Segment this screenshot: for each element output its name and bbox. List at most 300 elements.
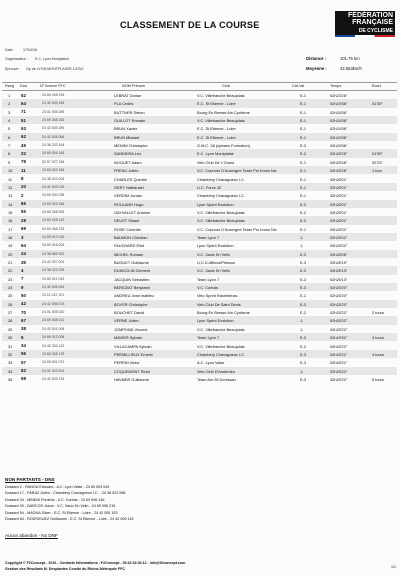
cell-ecart: 4 tours [372, 351, 384, 357]
cell-dos: 71 [21, 109, 26, 115]
cell-temps: 02h23'26" [330, 93, 348, 98]
cell-temps: 02h25'20" [330, 285, 348, 291]
cell-nom: GAYVALLET Antoine [114, 209, 151, 215]
cell-nom: VERNE Julien [114, 318, 139, 324]
col-header-dos: Dos. [20, 84, 28, 88]
organisateur-label: Organisateur : [5, 57, 28, 61]
cell-club: Bourg En Bresse Ain Cyclisme [197, 109, 250, 115]
cell-club: A.C. Lyon Vaise [197, 360, 225, 366]
cell-licence: 24 42 334 122 [42, 343, 65, 348]
cell-licence: 24 69 248 152 [42, 118, 65, 123]
non-partant-line: Dossard 54 - MAGNA Silver - E.C. St Etienne - Loire - 24 42 005 193 [5, 510, 118, 515]
cell-rang: 7 [8, 143, 11, 149]
table-row [2, 208, 397, 216]
cell-nom: LEBRAT Dorian [114, 93, 142, 98]
cell-licence: 24 69 001 071 [42, 360, 65, 365]
table-row [2, 266, 397, 274]
date-label: Date : [5, 48, 15, 52]
cell-nom: GERY Nathanael [114, 184, 144, 190]
distance-label: Distance : [306, 56, 327, 61]
cell-club: Team Lyon 7 [197, 234, 220, 240]
cell-nom: BAUMON Christian [114, 234, 148, 240]
cell-rang: 33 [8, 360, 13, 366]
cell-rang: 3 [8, 109, 11, 115]
table-row [2, 283, 397, 291]
cell-cat: E-1 [300, 93, 307, 98]
non-partant-line: Dossard 39 - DARCOS Josue - V.C. Vaulx En Velin - 24 69 096 215 [5, 504, 116, 509]
cell-licence: 24 38 022 004 [42, 176, 65, 181]
cell-temps: 02h25'02" [330, 234, 348, 240]
cell-dos: 24 [21, 251, 26, 257]
moyenne-label: Moyenne : [306, 66, 327, 71]
logo-line-1: FÉDÉRATION [348, 12, 393, 19]
cell-rang: 22 [8, 268, 13, 274]
cell-nom: ANDREU Jean mattieu [114, 293, 154, 299]
cell-dos: 8 [21, 176, 24, 182]
non-partants-title: NON PARTANTS - DNS [5, 477, 55, 482]
footer-copyright: Copyright © F2Concept - 2016 - Contacts Informations : F2Concept - 06.62.32.06.12 - info@f2concept.com [5, 561, 186, 565]
table-row [2, 158, 397, 166]
table-row [2, 166, 397, 174]
table-row [2, 108, 397, 116]
cell-licence: 24 42 003 015 [42, 184, 65, 189]
col-header-temps: Temps [330, 84, 342, 88]
cell-club: V.C. Vaulx En Velin [197, 251, 231, 257]
cell-rang: 21 [8, 260, 13, 265]
cell-rang: 15 [8, 209, 13, 215]
cell-temps: 02h24'56" [330, 143, 348, 149]
cell-temps: 02h25'22" [330, 326, 348, 332]
cell-temps: 02h25'48" [330, 159, 348, 165]
cell-temps: 02h24'56" [330, 118, 348, 124]
cell-licence: 32 57 027 154 [42, 159, 65, 164]
cell-rang: 31 [8, 343, 13, 349]
table-row [2, 149, 397, 157]
cell-cat: J- [300, 318, 304, 324]
cell-temps: 02h25'21" [330, 360, 348, 366]
cell-licence: 24 42 001 006 [42, 326, 65, 331]
page-title: CLASSEMENT DE LA COURSE [120, 20, 260, 30]
cell-ecart: 01'59" [372, 151, 383, 157]
col-header-licence: N° licence FFC [40, 84, 66, 88]
table-row [2, 325, 397, 333]
footer-management: Gestion des Résultats M. Desplantes Comité du Rhône-Métropole FFC [5, 567, 126, 571]
cell-club: Lyon Sprint Evolution [197, 201, 234, 207]
non-partant-line: Dossard 2 - RANOU Edouard - A.C. Lyon Vaise - 24 69 003 049 [5, 485, 110, 489]
cell-club: Lyon Sprint Evolution [197, 243, 234, 249]
cell-licence: 24 38 233 164 [42, 143, 65, 148]
cell-club: E.C. St Etienne - Loire [197, 101, 236, 107]
cell-nom: VERDIM Jordan [114, 193, 143, 199]
cell-rang: 30 [8, 335, 13, 341]
cell-temps: 02h25'05" [330, 251, 348, 257]
cell-ecart: 2 tours [372, 310, 384, 316]
cell-dos: 49 [21, 142, 26, 148]
table-row [2, 233, 397, 241]
cell-dos: 64 [21, 100, 26, 106]
cell-rang: 35 [8, 376, 13, 382]
cell-rang: 28 [8, 318, 13, 324]
cell-dos: 7 [21, 276, 24, 282]
cell-nom: COQUEMONT Remi [114, 368, 150, 374]
cell-rang: 6 [8, 134, 11, 140]
cell-club: V.C. Cournon D'Auvergne Team Pro Immo Nic [197, 168, 277, 174]
cell-temps: 02h25'21" [330, 351, 348, 357]
non-partant-line: Dossard 64 - RODRIGUEZ Guillaume - E.C. St Etienne - Loire - 24 42 005 115 [5, 517, 134, 521]
cell-licence: 24 69 248 175 [42, 351, 65, 356]
cell-nom: BUTTNER Simon [114, 109, 145, 115]
cell-temps: 02h25'02" [330, 243, 348, 249]
cell-nom: SANDEIRA Leo [114, 151, 142, 157]
table-row [2, 141, 397, 149]
cell-cat: J- [300, 243, 304, 249]
table-row [2, 133, 397, 141]
header-top-rule [2, 82, 397, 83]
cell-dos: 57 [21, 359, 26, 365]
cell-temps: 02h25'01" [330, 209, 348, 215]
cell-nom: BOUCHET David [114, 310, 144, 316]
cell-rang: 8 [8, 151, 11, 157]
cell-licence: 24 69 004 145 [42, 151, 65, 156]
cell-rang: 5 [8, 126, 11, 132]
cell-dos: 34 [21, 343, 26, 349]
cell-nom: BOYER Christophe [114, 301, 148, 307]
cell-club: U.C.D Affinos/Peisson [197, 260, 236, 265]
table-row [2, 358, 397, 366]
cell-club: V.C. Villefranche Beaujolais [197, 218, 245, 224]
cell-temps: 02h25'22" [330, 368, 348, 374]
cell-rang: 32 [8, 351, 13, 357]
table-row [2, 316, 397, 324]
cell-licence: 24 42 005 289 [42, 126, 65, 131]
non-partant-line: Dossard 34 - MENINI Frederic - V.C. Corbas - 24 69 006 146 [5, 497, 105, 502]
cell-ecart: 5 tours [372, 376, 384, 382]
cell-cat: J- [300, 368, 304, 374]
cell-nom: MENINI Christophe [114, 143, 148, 149]
cell-cat: E-1 [300, 101, 307, 107]
cell-cat: E-1 [300, 126, 307, 132]
cell-licence: 24 69 248 063 [42, 209, 65, 214]
cell-cat: E-3 [300, 301, 307, 307]
logo-line-2: FRANÇAISE [352, 19, 393, 27]
cell-club: V.C. Villefranche Beaujolais [197, 326, 245, 332]
cell-club: Team Lyon 7 [197, 335, 220, 341]
cell-club: G.M.C. 38 (sylvans Formation) [197, 143, 250, 149]
table-row [2, 124, 397, 132]
cell-rang: 25 [8, 293, 13, 299]
cell-temps: 02h25'01" [330, 193, 348, 199]
cell-cat: E-3 [300, 268, 307, 274]
table-row [2, 375, 397, 383]
cell-dos: 38 [21, 326, 26, 332]
cell-licence: 24 69 012 043 [42, 276, 65, 281]
cell-club: E.C. St Etienne - Loire [197, 126, 236, 132]
cell-nom: FREAU Julien [114, 168, 139, 174]
cell-nom: JACQUIN Sebastien [114, 276, 150, 282]
table-row [2, 308, 397, 316]
cell-nom: BUGUET Guillaume [114, 260, 149, 265]
cell-cat: E-1 [300, 293, 307, 299]
table-row [2, 216, 397, 224]
cell-nom: DEUST Shane [114, 218, 140, 224]
epreuve-label: Epreuve : [5, 67, 21, 71]
distance-value: 101.75 km [340, 56, 360, 61]
cell-cat: E-3 [300, 260, 307, 265]
cell-club: Velo Club De Saint Denis [197, 301, 241, 307]
ffc-logo [316, 11, 395, 42]
table-row [2, 241, 397, 249]
cell-nom: BEREZIAT Benjamin [114, 285, 150, 291]
cell-cat: E-1 [300, 159, 307, 165]
cell-rang: 17 [8, 226, 13, 232]
cell-dos: 65 [21, 201, 26, 207]
cell-rang: 9 [8, 159, 11, 165]
cell-temps: 02h19'51" [330, 335, 348, 341]
cell-temps: 02h25'22" [330, 376, 348, 382]
cell-dos: 2 [21, 192, 24, 198]
cell-cat: E-2 [300, 201, 307, 207]
cell-licence: 24 69 012 008 [42, 335, 65, 340]
cell-cat: E-1 [300, 184, 307, 190]
cell-club: Team Ain 26 Donissan [197, 376, 236, 382]
table-row [2, 258, 397, 266]
cell-temps: 02h25'01" [330, 176, 348, 182]
cell-temps: 02h24'56" [330, 109, 348, 115]
cell-dos: 55 [21, 209, 26, 215]
cell-cat: E-2 [300, 310, 307, 316]
date-value: 17/04/16 [23, 48, 37, 52]
cell-club: V.C. Corbas [197, 285, 218, 291]
cell-temps: 02h25'26" [330, 168, 348, 174]
cell-licence: 24 63 003 184 [42, 168, 65, 173]
cell-club: Velo Club D'Amberieu [197, 368, 235, 374]
table-row [2, 350, 397, 358]
cell-dos: 52 [21, 92, 26, 98]
cell-licence: 23 01 005 289 [42, 109, 65, 114]
cell-licence: 24 42 005 133 [42, 376, 65, 381]
cell-rang: 26 [8, 301, 13, 307]
cell-licence: 24 69 016 003 [42, 243, 65, 248]
cell-dos: 70 [21, 309, 26, 315]
logo-text-block [335, 11, 395, 28]
cell-dos: 58 [21, 376, 26, 382]
cell-temps: 02h25'25" [330, 151, 348, 157]
cell-cat: J- [300, 234, 304, 240]
table-row [2, 367, 397, 375]
cell-temps: 02h25'01" [330, 218, 348, 224]
cell-cat: E-3 [300, 376, 307, 382]
cell-rang: 13 [8, 193, 13, 199]
cell-dos: 22 [21, 151, 26, 157]
cell-rang: 23 [8, 276, 13, 282]
cell-dos: 5 [21, 334, 24, 340]
cell-club: V.C. Villefranche Beaujolais [197, 118, 245, 124]
table-row [2, 191, 397, 199]
cell-ecart: 01'30" [372, 101, 383, 107]
cell-cat: E-3 [300, 360, 307, 366]
cell-nom: FAUCHARD Eliot [114, 243, 145, 249]
organisateur-value: E.C. Lyon Montplaisir [35, 57, 70, 61]
cell-nom: NOGUET Adam [114, 159, 142, 165]
cell-rang: 19 [8, 243, 13, 249]
cell-temps: 02h25'13" [330, 268, 348, 274]
cell-nom: ROSE Corentin [114, 226, 141, 232]
cell-nom: PLA Cedric [114, 101, 134, 107]
cell-nom: JOMPOND Vincent [114, 326, 148, 332]
cell-licence: 24 01 005 020 [42, 310, 65, 315]
cell-ecart: 3 tours [372, 335, 384, 341]
cell-rang: 24 [8, 285, 13, 291]
moyenne-value: 42.563km/h [340, 66, 362, 71]
cell-rang: 1 [8, 93, 11, 98]
cell-club: Bourg En Bresse Ain Cyclisme [197, 310, 250, 316]
cell-club: Chambery Chavagneux I.C. [197, 176, 246, 182]
page-number: 1/1 [391, 565, 396, 569]
cell-cat: E-2 [300, 218, 307, 224]
cell-licence: 24 42 005 183 [42, 101, 65, 106]
cell-dos: 20 [21, 184, 26, 190]
cell-cat: E-3 [300, 351, 307, 357]
table-row [2, 91, 397, 99]
cell-rang: 14 [8, 201, 13, 207]
cell-temps: 02h25'22" [330, 310, 348, 316]
cell-temps: 02h25'01" [330, 184, 348, 190]
cell-dos: 51 [21, 117, 26, 123]
cell-licence: 24 42 005 044 [42, 285, 65, 290]
cell-nom: ROULAND Hugo [114, 201, 144, 207]
cell-licence: 13 11 022 101 [42, 293, 65, 298]
cell-nom: MAVIER Sylvain [114, 335, 143, 341]
cell-licence: 24 69 248 159 [42, 93, 65, 97]
cell-club: V.C. Villefranche Beaujolais [197, 209, 245, 215]
cell-club: Chambery Chavagneux I.C. [197, 351, 246, 357]
cell-temps: 02h25'20" [330, 293, 348, 299]
cell-club: V.C. Vaulx En Velin [197, 268, 231, 274]
cell-nom: PREMILLIEUX Emeric [114, 351, 153, 357]
cell-cat: E-2 [300, 151, 307, 157]
cell-club: Velo Club De L'Ouest [197, 159, 235, 165]
epreuve-value: Gp de LYON MONTPLAISIR 1/2/3/J [26, 67, 84, 71]
table-row [2, 225, 397, 233]
cell-temps: 02h24'56" [330, 134, 348, 140]
table-row [2, 333, 397, 341]
cell-cat: E-1 [300, 168, 307, 174]
cell-dos: 69 [21, 226, 26, 232]
cell-dos: 82 [21, 368, 26, 374]
cell-licence: 24 69 248 142 [42, 218, 65, 223]
table-row [2, 300, 397, 308]
cell-licence: 24 69 023 166 [42, 201, 65, 206]
cell-dos: 78 [21, 159, 26, 165]
cell-rang: 18 [8, 234, 13, 240]
table-row [2, 275, 397, 283]
cell-licence: 04 63 046 133 [42, 226, 65, 231]
cell-cat: E-3 [300, 285, 307, 291]
cell-rang: 29 [8, 326, 13, 332]
cell-dos: 11 [21, 167, 26, 173]
cell-cat: E-2 [300, 209, 307, 215]
non-partant-line: Dossard 17 - PARAZ Julien - Chambery Chavagneux I.C. - 24 38 022 086 [5, 491, 126, 496]
cell-club: Chambery Chavagneux I.C. [197, 193, 246, 199]
cell-rang: 12 [8, 184, 13, 190]
cell-rang: 20 [8, 251, 13, 257]
cell-club: V.C. Villefranche Beaujolais [197, 93, 245, 98]
cell-temps: 02h25'20" [330, 301, 348, 307]
cell-dos: 4 [21, 267, 24, 273]
cell-cat: E-3 [300, 335, 307, 341]
cell-club: Velo Sprint Rashmiruss [197, 293, 238, 299]
cell-ecart: 1 tour [372, 168, 382, 174]
cell-licence: 24 69 030 035 [42, 193, 65, 198]
cell-dos: 63 [21, 125, 26, 131]
cell-cat: E-1 [300, 134, 307, 140]
cell-club: U.C. Forez 42 [197, 184, 222, 190]
cell-rang: 27 [8, 310, 13, 316]
cell-dos: 50 [21, 292, 26, 298]
cell-dos: 42 [21, 301, 26, 307]
table-row [2, 183, 397, 191]
abandon-note: Aucun abandon - No DNF [5, 533, 58, 538]
cell-nom: PERRIN Victor [114, 360, 140, 366]
cell-cat: J- [300, 326, 304, 332]
cell-dos: 56 [21, 351, 26, 357]
cell-cat: E-1 [300, 176, 307, 182]
cell-dos: 28 [21, 217, 26, 223]
table-row [2, 200, 397, 208]
cell-licence: 24 38 022 025 [42, 268, 65, 273]
cell-cat: E-1 [300, 109, 307, 115]
tricolor-stripe-icon [335, 35, 395, 37]
cell-nom: BRUN Mickael [114, 134, 140, 140]
cell-nom: DUNGOLIN Clement [114, 268, 151, 274]
cell-dos: 62 [21, 134, 26, 140]
cell-temps: 02h25'22" [330, 343, 348, 349]
logo-line-3: DE CYCLISME [335, 27, 395, 35]
cell-temps: 02h24'56" [330, 126, 348, 132]
cell-licence: 24 69 038 011 [42, 318, 65, 323]
cell-temps: 02h24'56" [330, 101, 348, 107]
cell-cat: E-3 [300, 276, 307, 282]
cell-nom: HAVMER Guillaume [114, 376, 149, 382]
cell-licence: 24 42 006 074 [42, 301, 65, 306]
col-header-ecart: Ecart [372, 84, 381, 88]
table-row [2, 116, 397, 124]
cell-temps: 02h25'19" [330, 260, 348, 265]
cell-club: Lyon Sprint Evolution [197, 318, 234, 324]
cell-licence: 24 38 069 322 [42, 251, 65, 256]
cell-nom: VILLACAMPA Sylvain [114, 343, 152, 349]
cell-licence: 24 01 022 001 [42, 368, 65, 373]
col-header-rang: Rang [5, 84, 15, 88]
cell-dos: 64 [21, 242, 26, 248]
cell-rang: 2 [8, 101, 11, 107]
cell-temps: 02h25'13" [330, 276, 348, 282]
cell-rang: 10 [8, 168, 13, 174]
cell-nom: MICHEL Romain [114, 251, 144, 257]
cell-cat: E-1 [300, 226, 307, 232]
col-header-nom: NOM Prénom [122, 84, 146, 88]
cell-nom: CHARLES Quentin [114, 176, 148, 182]
cell-cat: E-1 [300, 193, 307, 199]
cell-cat: E-3 [300, 251, 307, 257]
cell-ecart: 02'23" [372, 159, 383, 165]
table-row [2, 250, 397, 258]
cell-rang: 16 [8, 218, 13, 224]
cell-club: Team Lyon 7 [197, 276, 220, 282]
cell-club: E.C. Lyon Montplaisir [197, 151, 234, 157]
table-row [2, 291, 397, 299]
cell-club: V.C. Villefranche Beaujolais [197, 343, 245, 349]
